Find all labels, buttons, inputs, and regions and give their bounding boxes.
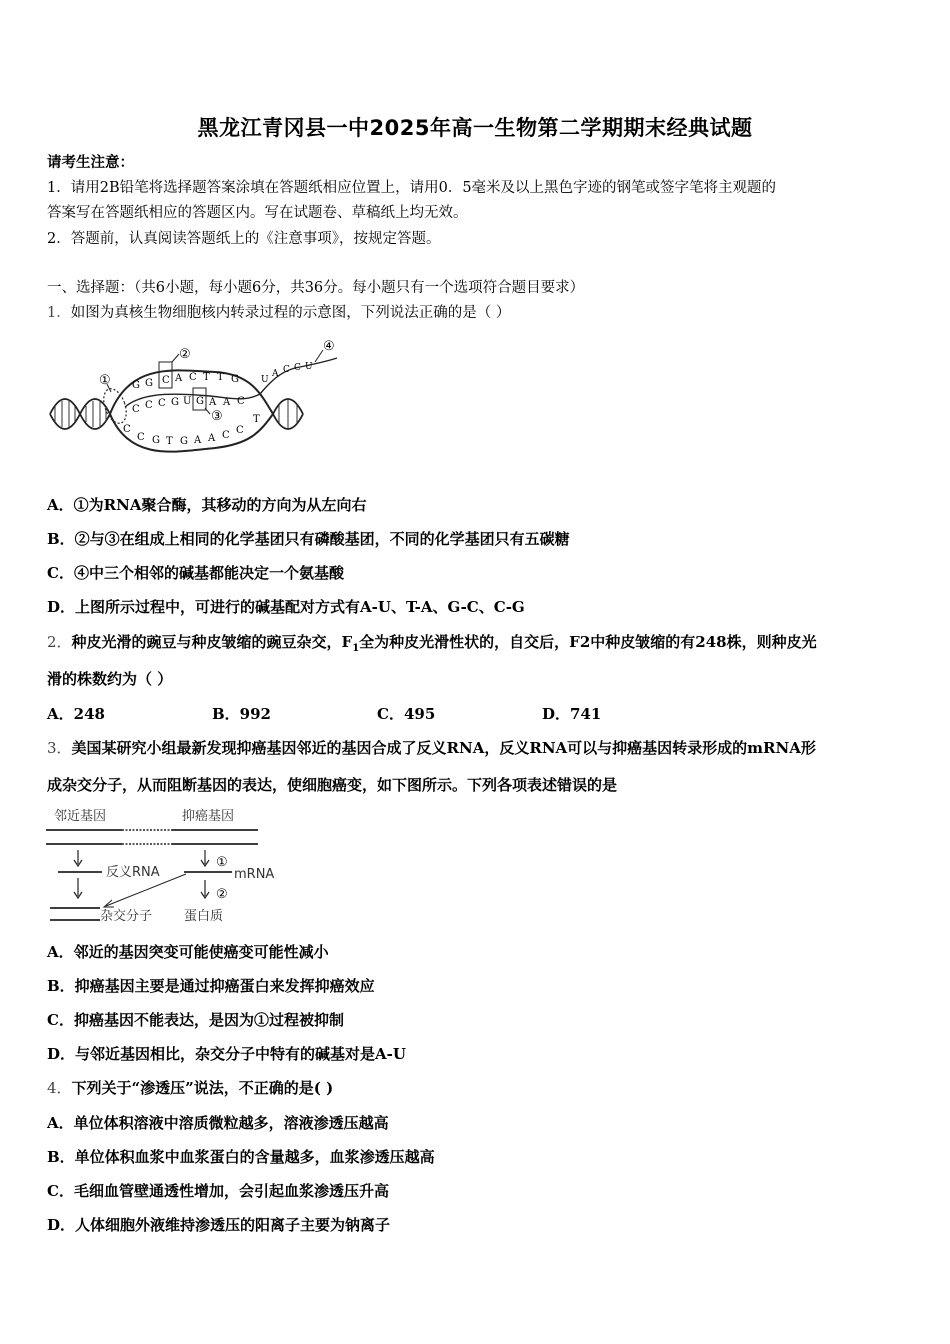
question-4-option-b[interactable]: B．单位体积血浆中血浆蛋白的含量越多，血浆渗透压越高 (47, 1148, 435, 1166)
svg-text:U: U (183, 396, 192, 407)
svg-text:A: A (272, 369, 279, 379)
svg-text:G: G (152, 435, 160, 446)
step-1-label: ① (216, 855, 228, 870)
question-4-stem (47, 1077, 333, 1098)
question-3-option-c[interactable]: C．抑癌基因不能表达，是因为①过程被抑制 (47, 1011, 344, 1029)
svg-text:C: C (222, 430, 230, 441)
question-text: 下列关于“渗透压”说法，不正确的是( ) (71, 1079, 334, 1097)
svg-text:U: U (305, 362, 313, 372)
notice-item-1-line-2: 答案写在答题纸相应的答题区内。写在试题卷、草稿纸上均无效。 (47, 205, 468, 221)
label-4: ④ (323, 339, 335, 354)
svg-text:G: G (231, 374, 239, 385)
question-3-option-b[interactable]: B．抑癌基因主要是通过抑癌蛋白来发挥抑癌效应 (47, 977, 375, 995)
question-number: 3． (47, 739, 72, 757)
question-3-option-d[interactable]: D．与邻近基因相比，杂交分子中特有的碱基对是A-U (47, 1045, 406, 1063)
question-2-option-c[interactable]: C．495 (377, 705, 436, 723)
label-1: ① (99, 373, 111, 388)
page-title: 黑龙江青冈县一中2025年高一生物第二学期期末经典试题 (197, 116, 753, 140)
question-3-option-a[interactable]: A．邻近的基因突变可能使癌变可能性减小 (47, 943, 329, 961)
question-1-option-c[interactable]: C．④中三个相邻的碱基都能决定一个氨基酸 (47, 564, 344, 582)
antisense-rna-diagram (44, 804, 294, 928)
step-2-label: ② (216, 887, 228, 902)
svg-text:C: C (294, 363, 301, 373)
svg-text:C: C (137, 432, 145, 443)
notice-item-1-line-1: 1．请用2B铅笔将选择题答案涂填在答题纸相应位置上，请用0．5毫米及以上黑色字迹的钢笔或签字笔将主观题的 (47, 180, 777, 196)
notice-heading: 请考生注意： (47, 154, 134, 171)
svg-text:G: G (180, 436, 188, 447)
svg-text:A: A (194, 435, 202, 446)
dna-helix-left-strand-b (50, 399, 110, 429)
transcription-diagram (45, 332, 345, 457)
svg-text:T: T (253, 414, 260, 425)
svg-text:A: A (208, 433, 216, 444)
template-strand-bottom (110, 414, 273, 452)
svg-text:T: T (217, 372, 224, 383)
question-4-option-d[interactable]: D．人体细胞外液维持渗透压的阳离子主要为钠离子 (47, 1216, 391, 1234)
question-text-part-1: 种皮光滑的豌豆与种皮皱缩的豌豆杂交，F (71, 633, 353, 651)
question-2-option-a[interactable]: A．248 (47, 705, 105, 723)
question-3-stem-line-1 (47, 737, 816, 758)
question-number: 2． (47, 633, 72, 651)
subscript: 1 (352, 643, 360, 654)
svg-text:A: A (209, 397, 217, 408)
pointer-line-4 (315, 350, 323, 362)
notice-item-2: 2．答题前，认真阅读答题纸上的《注意事项》，按规定答题。 (47, 231, 441, 247)
gene-left-label: 邻近基因 (54, 809, 107, 824)
question-4-option-c[interactable]: C．毛细血管壁通透性增加，会引起血浆渗透压升高 (47, 1182, 389, 1200)
question-text: 美国某研究小组最新发现抑癌基因邻近的基因合成了反义RNA，反义RNA可以与抑癌基因转录形成的mRNA形 (71, 739, 816, 757)
dna-helix-right-rungs (279, 400, 297, 428)
svg-text:C: C (236, 425, 244, 436)
svg-text:T: T (203, 372, 210, 383)
question-2-option-b[interactable]: B．992 (212, 705, 271, 723)
question-2-option-d[interactable]: D．741 (542, 705, 602, 723)
svg-text:A: A (175, 373, 183, 384)
rna-tail-bases (261, 362, 313, 385)
question-1-option-b[interactable]: B．②与③在组成上相同的化学基团只有磷酸基团，不同的化学基团只有五碳糖 (47, 530, 570, 548)
label-2: ② (179, 347, 191, 362)
svg-text:G: G (196, 396, 204, 407)
pointer-line-3 (205, 408, 210, 414)
question-2-stem (47, 631, 817, 654)
question-number: 4． (47, 1079, 72, 1097)
svg-text:C: C (283, 365, 290, 375)
svg-text:U: U (261, 375, 269, 385)
svg-text:T: T (166, 436, 173, 447)
question-4-option-a[interactable]: A．单位体积溶液中溶质微粒越多，溶液渗透压越高 (47, 1114, 389, 1132)
svg-text:C: C (158, 398, 166, 409)
svg-text:G: G (145, 378, 153, 389)
question-3-stem-line-2: 成杂交分子，从而阻断基因的表达，使细胞癌变，如下图所示。下列各项表述错误的是 (47, 776, 618, 794)
svg-text:C: C (162, 375, 170, 386)
svg-text:C: C (237, 396, 245, 407)
question-text: 如图为真核生物细胞核内转录过程的示意图，下列说法正确的是（ ） (70, 305, 511, 321)
svg-text:C: C (189, 372, 197, 383)
protein-label: 蛋白质 (184, 909, 224, 924)
middle-strand-bases (132, 396, 245, 415)
question-1-stem (47, 301, 510, 322)
question-text-part-2: 全为种皮光滑性状的，自交后，F2中种皮皱缩的有248株，则种皮光 (359, 633, 817, 651)
section-heading: 一、选择题：（共6小题，每小题6分，共36分。每小题只有一个选项符合题目要求） (47, 280, 585, 296)
question-1-option-a[interactable]: A．①为RNA聚合酶，其移动的方向为从左向右 (47, 496, 367, 514)
question-1-option-d[interactable]: D．上图所示过程中，可进行的碱基配对方式有A-U、T-A、G-C、C-G (47, 598, 525, 616)
antisense-label: 反义RNA (106, 865, 160, 880)
svg-text:G: G (171, 397, 179, 408)
label-3: ③ (211, 409, 223, 424)
svg-text:G: G (132, 380, 140, 391)
question-2-stem-line-2: 滑的株数约为（ ） (47, 670, 173, 688)
question-number: 1． (47, 305, 71, 321)
svg-text:C: C (145, 400, 153, 411)
hybrid-label: 杂交分子 (100, 909, 153, 924)
svg-text:C: C (123, 424, 131, 435)
gene-right-label: 抑癌基因 (182, 809, 235, 824)
svg-text:A: A (223, 397, 231, 408)
svg-text:C: C (132, 404, 140, 415)
pointer-line-2 (172, 354, 179, 362)
mrna-label: mRNA (234, 867, 275, 882)
